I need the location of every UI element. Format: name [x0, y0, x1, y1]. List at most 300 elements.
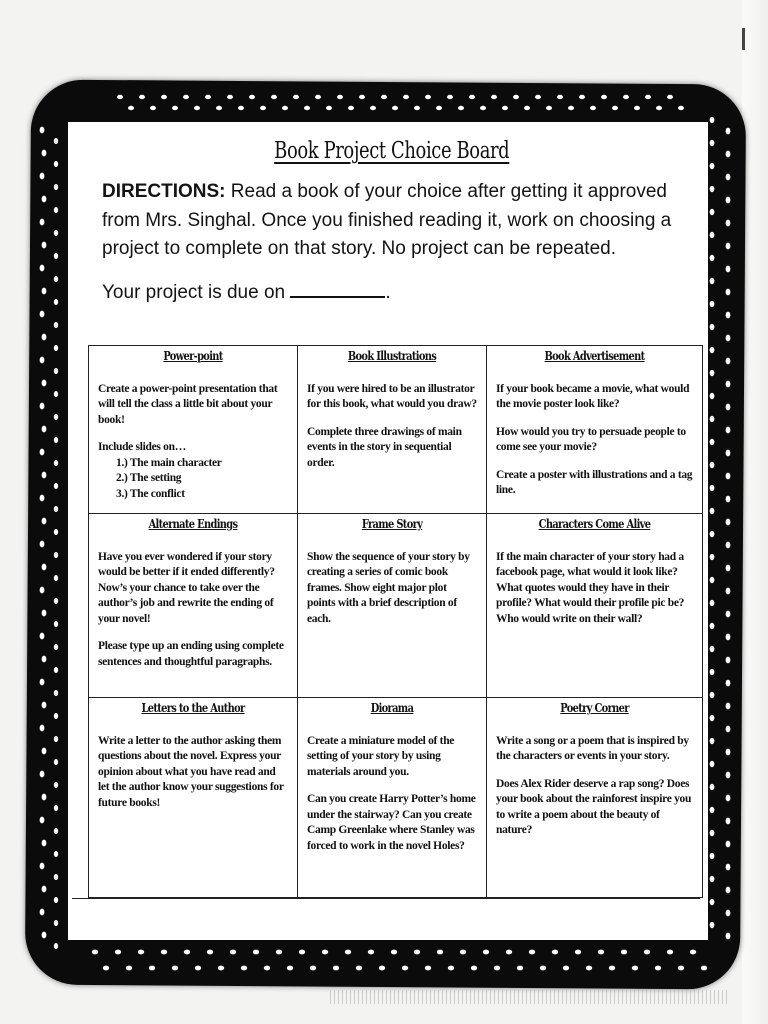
frame-dot: [726, 864, 731, 871]
frame-dot: [40, 863, 45, 870]
frame-dot: [710, 577, 715, 583]
frame-dot: [726, 634, 731, 641]
frame-dot: [710, 324, 715, 330]
frame-dot: [623, 95, 629, 99]
frame-dot: [726, 174, 731, 181]
frame-dot: [54, 161, 58, 167]
cell-paragraph: Please type up an ending using complete sentences and thoughtful paragraphs.: [98, 640, 284, 668]
frame-dot: [54, 391, 58, 397]
frame-dot: [103, 966, 109, 971]
frame-dot: [117, 95, 123, 99]
frame-dot: [42, 150, 47, 157]
frame-dot: [356, 966, 362, 971]
frame-dot: [54, 483, 58, 489]
cell-paragraph: If you were hired to be an illustrator for this book, what would you draw?: [307, 382, 477, 410]
frame-dot: [563, 966, 569, 971]
frame-dot: [184, 950, 190, 955]
frame-dot: [54, 552, 58, 558]
frame-dot: [42, 656, 47, 663]
frame-dot: [42, 242, 47, 249]
frame-dot: [205, 95, 211, 99]
cell-power-point: [89, 346, 298, 514]
frame-dot: [414, 950, 420, 955]
directions-text: [102, 178, 682, 264]
frame-dot: [40, 265, 45, 272]
frame-dot: [726, 289, 731, 296]
frame-dot: [54, 460, 58, 466]
frame-dot: [710, 899, 715, 905]
frame-dot: [645, 95, 651, 99]
frame-dot: [710, 301, 715, 307]
frame-dot: [359, 95, 365, 99]
frame-dot: [54, 782, 58, 788]
due-date-line: [102, 278, 682, 308]
cell-book-illustrations: [298, 346, 487, 514]
bottom-strip: [72, 898, 700, 935]
directions-label: DIRECTIONS:: [102, 181, 226, 202]
frame-dot: [379, 966, 385, 971]
frame-dot: [726, 841, 731, 848]
frame-dot: [282, 106, 288, 110]
frame-dot: [128, 106, 134, 110]
frame-dot: [568, 106, 574, 110]
frame-dot: [310, 966, 316, 971]
frame-dot: [264, 966, 270, 971]
frame-dot: [710, 738, 715, 744]
frame-dot: [506, 950, 512, 955]
frame-dot: [40, 357, 45, 364]
frame-dot: [710, 163, 715, 169]
cell-characters-come-alive: [487, 514, 703, 698]
due-date-blank: [290, 278, 385, 298]
frame-dot: [54, 644, 58, 650]
frame-dot: [54, 828, 58, 834]
frame-dot: [42, 794, 47, 801]
frame-dot: [667, 95, 673, 99]
frame-dot: [54, 805, 58, 811]
frame-dot: [241, 966, 247, 971]
frame-dot: [710, 278, 715, 284]
frame-dot: [726, 128, 731, 135]
frame-dot: [150, 106, 156, 110]
frame-dot: [517, 966, 523, 971]
frame-dot: [471, 966, 477, 971]
frame-dot: [348, 106, 354, 110]
frame-dot: [54, 138, 58, 144]
frame-dot: [590, 106, 596, 110]
frame-dot: [40, 541, 45, 548]
frame-dot: [40, 771, 45, 778]
frame-dot: [632, 966, 638, 971]
frame-dot: [54, 414, 58, 420]
frame-dot: [368, 950, 374, 955]
cell-paragraph: If your book became a movie, what would the movie poster look like?: [496, 382, 690, 410]
frame-dot: [644, 950, 650, 955]
directions-box: [102, 178, 682, 307]
frame-dot: [40, 633, 45, 640]
frame-dot: [54, 345, 58, 351]
frame-dot: [634, 106, 640, 110]
frame-dot: [218, 966, 224, 971]
frame-dot: [42, 426, 47, 433]
frame-dot: [726, 220, 731, 227]
frame-dot: [480, 106, 486, 110]
frame-dot: [42, 932, 47, 939]
frame-dot: [391, 950, 397, 955]
frame-dot: [710, 370, 715, 376]
frame-dot: [710, 761, 715, 767]
frame-dot: [54, 253, 58, 259]
frame-dot: [40, 817, 45, 824]
frame-dot: [161, 950, 167, 955]
frame-dot: [726, 910, 731, 917]
frame-dot: [710, 140, 715, 146]
frame-dot: [238, 106, 244, 110]
frame-dot: [710, 715, 715, 721]
frame-dot: [322, 950, 328, 955]
frame-dot: [115, 950, 121, 955]
list-item: 1.) The main character: [116, 456, 222, 469]
frame-dot: [469, 95, 475, 99]
cell-title: Book Illustrations: [347, 349, 437, 363]
frame-dot: [249, 95, 255, 99]
frame-dot: [726, 818, 731, 825]
choice-board-grid: [88, 345, 703, 898]
frame-dot: [425, 95, 431, 99]
frame-dot: [726, 588, 731, 595]
frame-dot: [149, 966, 155, 971]
frame-dot: [726, 887, 731, 894]
frame-dot: [42, 702, 47, 709]
frame-dot: [726, 565, 731, 572]
frame-dot: [540, 966, 546, 971]
frame-dot: [726, 542, 731, 549]
frame-dot: [710, 186, 715, 192]
cell-paragraph: If the main character of your story had a facebook page, what would it look like? What quotes would they have in their profile? What would their profile pic be? Who would write on their wall?: [496, 550, 685, 625]
frame-dot: [370, 106, 376, 110]
frame-dot: [253, 950, 259, 955]
frame-dot: [710, 416, 715, 422]
frame-dot: [458, 106, 464, 110]
frame-dot: [710, 232, 715, 238]
frame-dot: [54, 713, 58, 719]
frame-dot: [710, 623, 715, 629]
frame-dot: [54, 184, 58, 190]
cell-poetry-corner: [487, 698, 703, 898]
frame-dot: [92, 950, 98, 955]
frame-dot: [54, 207, 58, 213]
frame-dot: [726, 726, 731, 733]
frame-dot: [710, 669, 715, 675]
frame-dot: [612, 106, 618, 110]
frame-dot: [381, 95, 387, 99]
frame-dot: [535, 95, 541, 99]
frame-dot: [710, 853, 715, 859]
cell-paragraph: Include slides on…: [98, 441, 186, 453]
frame-dot: [710, 554, 715, 560]
title-area: [116, 124, 668, 180]
cell-paragraph: Complete three drawings of main events in the story in sequential order.: [307, 425, 462, 469]
frame-dot: [710, 255, 715, 261]
frame-dot: [54, 690, 58, 696]
frame-dot: [710, 922, 715, 928]
frame-dot: [40, 403, 45, 410]
frame-dot: [195, 966, 201, 971]
frame-dot: [42, 564, 47, 571]
frame-dot: [126, 966, 132, 971]
frame-dot: [726, 381, 731, 388]
frame-dot: [287, 966, 293, 971]
cell-paragraph: Show the sequence of your story by creating a series of comic book frames. Show eight major plot points with a brief description of each.: [307, 550, 470, 625]
list-item: 2.) The setting: [116, 472, 182, 484]
frame-dot: [42, 472, 47, 479]
frame-dot: [54, 759, 58, 765]
frame-dot: [54, 667, 58, 673]
frame-dot: [726, 795, 731, 802]
cell-title: Frame Story: [361, 517, 423, 531]
frame-dot: [436, 106, 442, 110]
frame-dot: [710, 117, 715, 123]
frame-dot: [54, 230, 58, 236]
frame-dot: [230, 950, 236, 955]
frame-dot: [40, 127, 45, 134]
frame-dot: [448, 966, 454, 971]
frame-dot: [183, 95, 189, 99]
frame-dot: [502, 106, 508, 110]
frame-dot: [42, 886, 47, 893]
frame-dot: [54, 299, 58, 305]
frame-dot: [315, 95, 321, 99]
cell-title: Book Advertisement: [544, 349, 645, 363]
frame-dot: [483, 950, 489, 955]
frame-dot: [54, 943, 58, 949]
frame-dot: [710, 830, 715, 836]
cell-alternate-endings: [89, 514, 298, 698]
frame-dot: [726, 335, 731, 342]
frame-dot: [579, 95, 585, 99]
frame-dot: [726, 703, 731, 710]
cell-paragraph: Can you create Harry Potter’s home under the stairway? Can you create Camp Greenlake where Stanley was forced to work in the novel Holes?: [307, 793, 476, 852]
frame-dot: [161, 95, 167, 99]
frame-dot: [726, 473, 731, 480]
frame-dot: [710, 485, 715, 491]
frame-dot: [586, 966, 592, 971]
frame-dot: [447, 95, 453, 99]
frame-dot: [293, 95, 299, 99]
due-suffix: .: [385, 281, 391, 303]
frame-dot: [726, 611, 731, 618]
frame-dot: [40, 725, 45, 732]
frame-dot: [726, 404, 731, 411]
frame-dot: [656, 106, 662, 110]
frame-dot: [40, 679, 45, 686]
frame-dot: [710, 531, 715, 537]
frame-dot: [726, 519, 731, 526]
cell-title: Poetry Corner: [560, 701, 629, 715]
frame-dot: [227, 95, 233, 99]
frame-dot: [425, 966, 431, 971]
frame-dot: [726, 749, 731, 756]
frame-dot: [710, 462, 715, 468]
frame-dot: [726, 312, 731, 319]
frame-dot: [326, 106, 332, 110]
frame-dot: [345, 950, 351, 955]
frame-dot: [42, 748, 47, 755]
cell-paragraph: Write a song or a poem that is inspired by the characters or events in your story.: [496, 734, 689, 762]
frame-dot: [726, 657, 731, 664]
frame-dot: [40, 495, 45, 502]
frame-dot: [172, 106, 178, 110]
frame-dot: [710, 692, 715, 698]
frame-dot: [726, 933, 731, 940]
frame-dot: [54, 276, 58, 282]
cell-diorama: [298, 698, 487, 898]
frame-dot: [139, 95, 145, 99]
frame-dot: [42, 518, 47, 525]
frame-dot: [172, 966, 178, 971]
scan-noise: [330, 990, 730, 1004]
frame-dot: [54, 598, 58, 604]
frame-dot: [40, 909, 45, 916]
frame-dot: [304, 106, 310, 110]
frame-dot: [54, 575, 58, 581]
cell-paragraph: Create a miniature model of the setting of your story by using materials around you.: [307, 734, 455, 778]
cell-title: Letters to the Author: [141, 701, 245, 715]
frame-dot: [710, 600, 715, 606]
frame-dot: [726, 151, 731, 158]
frame-dot: [194, 106, 200, 110]
frame-dot: [655, 966, 661, 971]
frame-dot: [690, 950, 696, 955]
frame-dot: [494, 966, 500, 971]
cell-paragraph: Does Alex Rider deserve a rap song? Does your book about the rainforest inspire you to write a poem about the beauty of nature?: [496, 777, 692, 836]
frame-dot: [726, 772, 731, 779]
frame-dot: [710, 347, 715, 353]
frame-dot: [54, 437, 58, 443]
frame-dot: [710, 508, 715, 514]
frame-dot: [40, 587, 45, 594]
frame-dot: [207, 950, 213, 955]
frame-dot: [54, 897, 58, 903]
frame-dot: [726, 680, 731, 687]
frame-dot: [54, 621, 58, 627]
frame-dot: [54, 874, 58, 880]
frame-dot: [575, 950, 581, 955]
frame-dot: [726, 496, 731, 503]
frame-dot: [42, 288, 47, 295]
cell-book-advertisement: [487, 346, 703, 514]
frame-dot: [42, 196, 47, 203]
frame-dot: [402, 966, 408, 971]
frame-dot: [54, 506, 58, 512]
frame-dot: [392, 106, 398, 110]
cell-paragraph: Create a power-point presentation that will tell the class a little bit about your book!: [98, 382, 278, 426]
frame-dot: [621, 950, 627, 955]
frame-dot: [678, 966, 684, 971]
frame-dot: [403, 95, 409, 99]
frame-dot: [276, 950, 282, 955]
frame-dot: [678, 106, 684, 110]
frame-dot: [299, 950, 305, 955]
due-prefix: Your project is due on: [102, 281, 286, 303]
frame-dot: [710, 439, 715, 445]
frame-dot: [710, 209, 715, 215]
cell-paragraph: Write a letter to the author asking them questions about the novel. Express your opinion about what you have read and let the author know your suggestions for future books!: [98, 734, 284, 809]
frame-dot: [54, 920, 58, 926]
frame-dot: [333, 966, 339, 971]
frame-dot: [42, 334, 47, 341]
frame-dot: [271, 95, 277, 99]
cell-paragraph: Have you ever wondered if your story would be better if it ended differently? Now’s your chance to take over the author’s job and rewrite the ending of your novel!: [98, 550, 275, 625]
frame-dot: [40, 219, 45, 226]
frame-dot: [601, 95, 607, 99]
frame-dot: [726, 358, 731, 365]
frame-dot: [42, 610, 47, 617]
frame-dot: [337, 95, 343, 99]
frame-dot: [726, 197, 731, 204]
frame-dot: [726, 243, 731, 250]
frame-dot: [557, 95, 563, 99]
frame-dot: [216, 106, 222, 110]
cell-title: Alternate Endings: [148, 517, 238, 531]
cell-paragraph: How would you try to persuade people to come see your movie?: [496, 425, 686, 453]
frame-dot: [460, 950, 466, 955]
frame-dot: [260, 106, 266, 110]
frame-dot: [726, 266, 731, 273]
frame-dot: [710, 393, 715, 399]
frame-dot: [414, 106, 420, 110]
page-title: Book Project Choice Board: [274, 138, 510, 164]
slide-list: [98, 456, 288, 503]
frame-dot: [42, 840, 47, 847]
frame-dot: [710, 784, 715, 790]
frame-dot: [598, 950, 604, 955]
frame-dot: [54, 322, 58, 328]
frame-dot: [513, 95, 519, 99]
frame-dot: [54, 736, 58, 742]
cell-paragraph: Create a poster with illustrations and a tag line.: [496, 468, 693, 496]
frame-dot: [54, 529, 58, 535]
frame-dot: [546, 106, 552, 110]
frame-dot: [529, 950, 535, 955]
frame-dot: [54, 851, 58, 857]
cell-title: Diorama: [370, 701, 414, 715]
cell-title: Power-point: [163, 349, 223, 363]
list-item: 3.) The conflict: [116, 487, 185, 500]
frame-dot: [437, 950, 443, 955]
frame-dot: [667, 950, 673, 955]
frame-dot: [710, 876, 715, 882]
cell-letters-to-the-author: [89, 698, 298, 898]
frame-dot: [40, 311, 45, 318]
frame-dot: [701, 966, 707, 971]
directions-body: Read a book of your choice after getting it approved from Mrs. Singhal. Once you finished reading it, work on choosing a project to complete on that story. No project can be repeated.: [102, 181, 672, 259]
cell-title: Characters Come Alive: [538, 517, 651, 531]
frame-dot: [524, 106, 530, 110]
frame-dot: [40, 449, 45, 456]
frame-dot: [40, 173, 45, 180]
frame-dot: [54, 368, 58, 374]
frame-dot: [491, 95, 497, 99]
frame-dot: [726, 450, 731, 457]
frame-dot: [710, 807, 715, 813]
frame-dot: [609, 966, 615, 971]
frame-dot: [710, 646, 715, 652]
frame-dot: [42, 380, 47, 387]
frame-dot: [726, 427, 731, 434]
frame-dot: [552, 950, 558, 955]
cell-frame-story: [298, 514, 487, 698]
